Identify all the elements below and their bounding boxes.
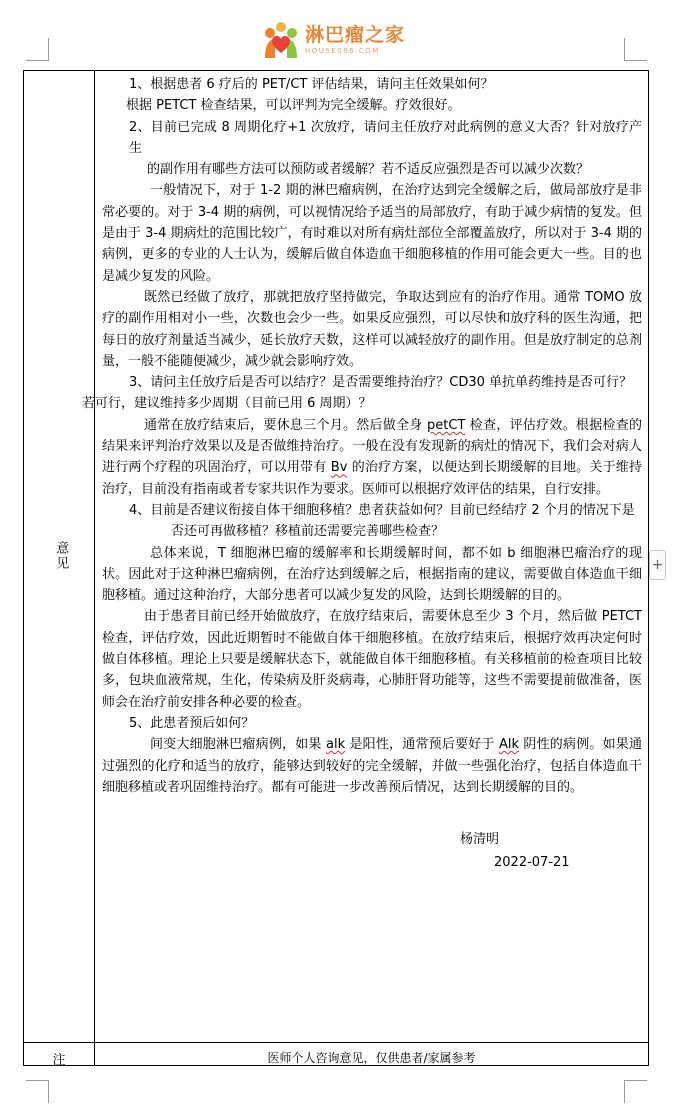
question-4	[102, 500, 642, 543]
column-divider	[94, 71, 95, 1065]
crop-mark-top-right	[624, 38, 647, 61]
add-comment-button[interactable]: +	[649, 550, 666, 580]
doctor-signature: 杨清明	[460, 832, 500, 848]
row-divider	[24, 1042, 648, 1043]
answer-2-paragraph-2: 既然已经做了放疗，那就把放疗坚持做完，争取达到应有的治疗作用。通常 TOMO 放疗的副作用相对小一些，次数也会少一些。如果反应强烈，可以尽快和放疗科的医生沟通，把每日的放疗剂量适当减少，延长放疗天数，这样可以减轻放疗的副作用。但是放疗制定的总剂量，一般不能随便减少，减少就会影响疗效。	[102, 289, 642, 369]
answer-3-term-bv: Bv	[330, 460, 348, 476]
answer-5-text-c: 阴性的病例。如果通过强烈的化疗和适当的放疗，能够达到较好的完全缓解，并做一些强化治疗，包括自体造血干细胞移植或者巩固维持治疗。都有可能进一步改善预后情况，达到长期缓解的目的。	[102, 737, 643, 795]
answer-5-text-b: 是阳性，通常预后要好于	[345, 737, 499, 753]
note-label: 注	[52, 1053, 66, 1068]
answer-3-term-petct: petCT	[427, 417, 466, 433]
family-logo-icon	[261, 20, 301, 60]
question-3	[102, 372, 642, 393]
question-3-line-1: 3、请问主任放疗后是否可以结疗？是否需要维持治疗？CD30 单抗单药维持是否可行？	[129, 375, 633, 391]
answer-5	[102, 734, 642, 798]
crop-mark-top-left	[26, 38, 49, 61]
question-4-line-2: 否还可再做移植？移植前还需要完善哪些检查？	[171, 524, 445, 540]
answer-1: 根据 PETCT 检查结果，可以评判为完全缓解。疗效很好。	[126, 98, 461, 114]
question-5: 5、此患者预后如何？	[129, 715, 255, 731]
answer-3	[102, 415, 642, 500]
answer-4-paragraph-2: 由于患者目前已经开始做放疗，在放疗结束后，需要休息至少 3 个月，然后做 PETCT 检查，评估疗效，因此近期暂时不能做自体干细胞移植。在放疗结束后，根据疗效再决定何时做自体移植。理论上只要是缓解状态下，就能做自体干细胞移植。有关移植前的检查项目比较多，包块血液常规，生化，传染病及肝炎病毒，心肺肝肾功能等，这些不需要提前做准备，医师会在治疗前安排各种必要的检查。	[102, 609, 642, 710]
logo-name: 淋巴瘤之家	[305, 23, 406, 46]
crop-mark-bottom-right	[624, 1080, 647, 1103]
answer-2-paragraph-1: 一般情况下，对于 1-2 期的淋巴瘤病例，在治疗达到完全缓解之后，做局部放疗是非常必要的。对于 3-4 期的病例，可以视情况给予适当的局部放疗，有助于减少病情的复发。但是由于 3-4 期病灶的范围比较广，有时难以对所有病灶部位全部覆盖放疗，所以对于 3-4 期的病例，更多的专业的人士认为，缓解后做自体造血干细胞移植的作用可能会更大一些。目的也是减少复发的风险。	[102, 183, 642, 284]
answer-5-term-alk: alk	[325, 737, 346, 753]
site-logo	[261, 20, 405, 60]
question-2-line-2: 的副作用有哪些方法可以预防或者缓解？若不适反应强烈是否可以减少次数？	[147, 162, 590, 178]
logo-subtitle: HOUSE086.COM	[305, 46, 380, 55]
question-1: 1、根据患者 6 疗后的 PET/CT 评估结果，请问主任效果如何？	[129, 77, 494, 92]
opinion-label: 意见	[53, 541, 69, 571]
answer-4-paragraph-1: 总体来说，T 细胞淋巴瘤的缓解率和长期缓解时间，都不如 b 细胞淋巴瘤治疗的现状。因此对于这种淋巴瘤病例，在治疗达到缓解之后，根据指南的建议，需要做自体造血干细胞移植。通过这种治疗，大部分患者可以减少复发的风险，达到长期缓解的目的。	[102, 545, 642, 604]
opinion-content	[82, 74, 643, 874]
question-3-line-2: 若可行，建议维持多少周期（目前已用 6 周期）？	[82, 396, 372, 412]
answer-3-text-b: 检查，评估疗效。根据检查的结果来评判治疗效果以及是否做维持治疗。一般在没有发现新的病灶的情况下，我们会对病人进行两个疗程的巩固治疗，可以用带有	[102, 417, 642, 476]
opinion-table	[23, 70, 649, 1066]
question-2-line-1: 2、目前已完成 8 周期化疗+1 次放疗，请问主任放疗对此病例的意义大否？针对放疗产生	[129, 119, 642, 156]
answer-3-text-a: 通常在放疗结束后，要休息三个月。然后做全身	[144, 417, 428, 433]
crop-mark-bottom-left	[26, 1080, 49, 1103]
question-4-line-1: 4、目前是否建议衔接自体干细胞移植？患者获益如何？目前已经结疗 2 个月的情况下是	[129, 502, 635, 518]
note-text: 医师个人咨询意见，仅供患者/家属参考	[267, 1051, 476, 1065]
signature-date: 2022-07-21	[494, 855, 570, 871]
answer-5-term-alk-2: Alk	[499, 737, 520, 753]
answer-5-text-a: 间变大细胞淋巴瘤病例，如果	[150, 737, 326, 753]
question-2	[102, 117, 642, 181]
answer-3-text-c: 的治疗方案，以便达到长期缓解的目地。关于维持治疗，目前没有指南或者专家共识作为要求。医师可以根据疗效评估的结果，自行安排。	[102, 460, 642, 497]
